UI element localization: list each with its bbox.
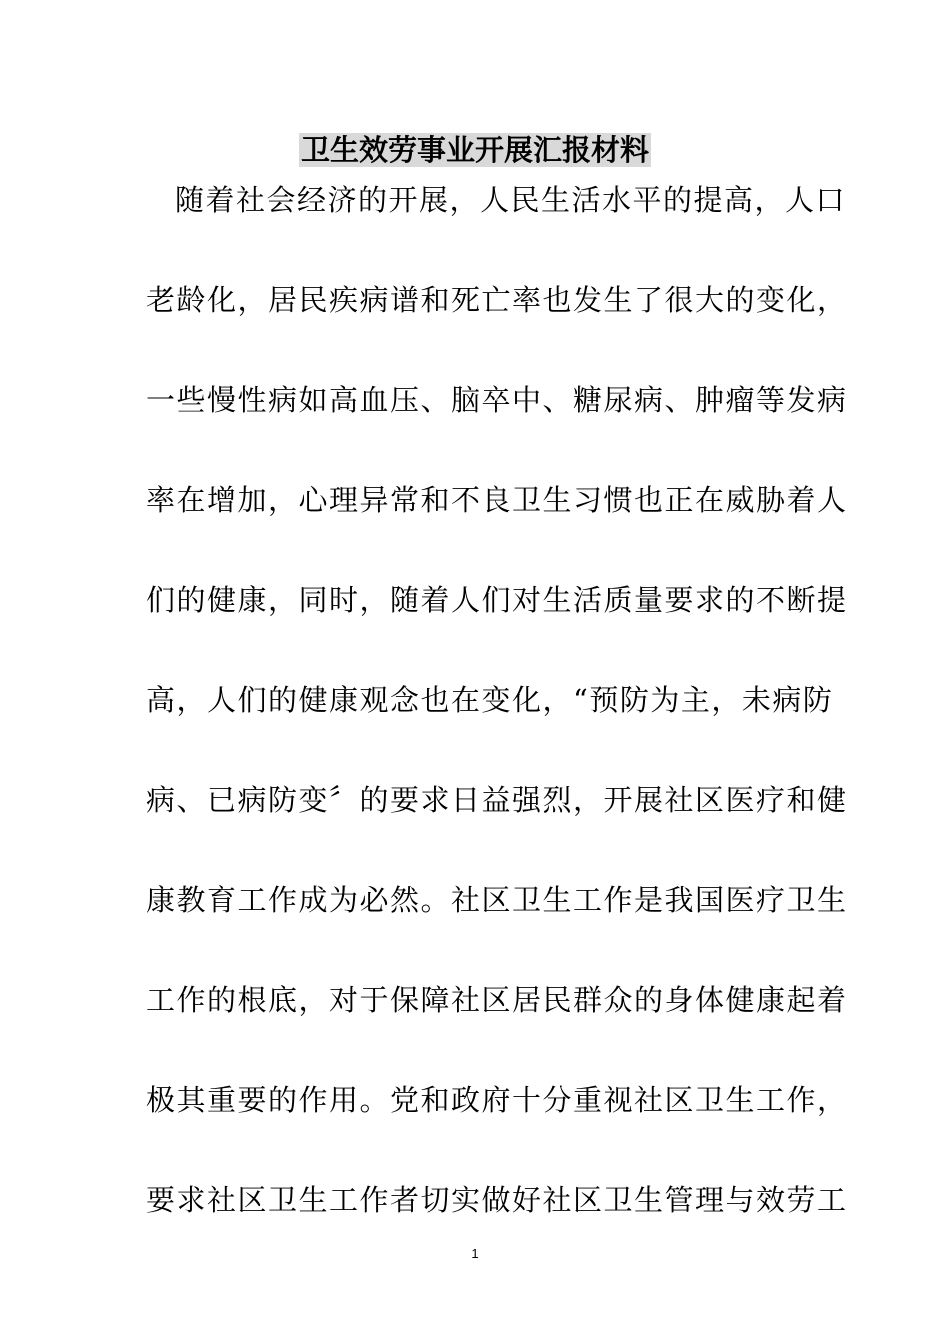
text-line: 要求社区卫生工作者切实做好社区卫生管理与效劳工 <box>146 1183 848 1217</box>
text-line: 们的健康，同时，随着人们对生活质量要求的不断提 <box>146 583 848 617</box>
text-line: 极其重要的作用。党和政府十分重视社区卫生工作， <box>146 1083 848 1117</box>
body-paragraph <box>146 172 848 1272</box>
text-line: 工作的根底，对于保障社区居民群众的身体健康起着 <box>146 983 848 1017</box>
text-line: 一些慢性病如高血压、脑卒中、糖尿病、肿瘤等发病 <box>146 383 848 417</box>
document-title <box>0 130 950 170</box>
page-number: 1 <box>471 1246 479 1261</box>
text-line: 随着社会经济的开展，人民生活水平的提高，人口 <box>175 183 847 217</box>
text-line: 康教育工作成为必然。社区卫生工作是我国医疗卫生 <box>146 883 848 917</box>
text-line: 率在增加，心理异常和不良卫生习惯也正在威胁着人 <box>146 483 848 517</box>
text-line: 病、已病防变〞的要求日益强烈，开展社区医疗和健 <box>146 783 848 817</box>
title-text: 卫生效劳事业开展汇报材料 <box>300 133 649 167</box>
text-line: 高，人们的健康观念也在变化，“预防为主，未病防 <box>146 683 834 717</box>
text-line: 老龄化，居民疾病谱和死亡率也发生了很大的变化， <box>146 283 848 317</box>
